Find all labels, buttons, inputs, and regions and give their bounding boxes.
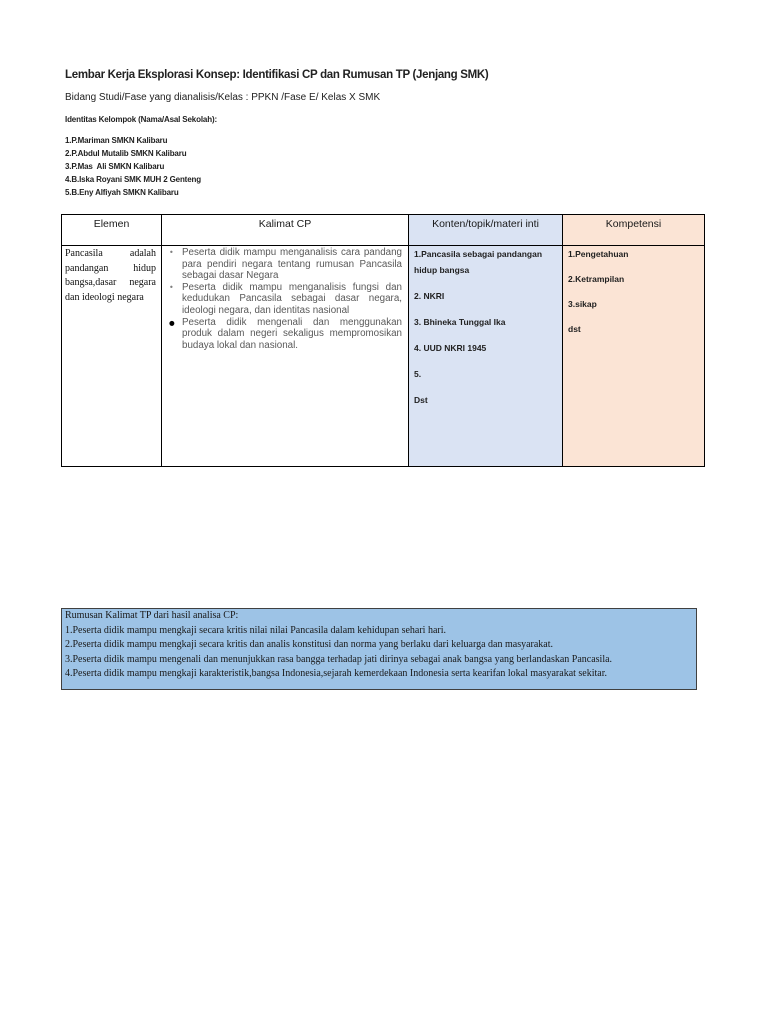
cell-kompetensi [563, 246, 705, 467]
tp-formulation-box [61, 608, 697, 690]
konten-item: 3. Bhineka Tunggal Ika [414, 317, 506, 327]
tp-item: 4.Peserta didik mampu mengkaji karakteristik,bangsa Indonesia,sejarah kemerdekaan Indonesia serta kearifan lokal masyarakat sekitar. [65, 668, 608, 679]
group-member: 2.P.Abdul Mutalib SMKN Kalibaru [65, 149, 187, 158]
group-member: 5.B.Eny Alfiyah SMKN Kalibaru [65, 188, 179, 197]
kalimat-cp-text: Peserta didik mampu menganalisis cara pandang para pendiri negara tentang rumusan Pancasila sebagai dasar Negara [182, 247, 402, 282]
group-member: 3.P.Mas Ali SMKN Kalibaru [65, 162, 165, 171]
tp-item: 1.Peserta didik mampu mengkaji secara kritis nilai nilai Pancasila dalam kehidupan sehari hari. [65, 624, 446, 636]
tp-item: 3.Peserta didik mampu mengenali dan menunjukkan rasa bangga terhadap jati dirinya sebagai anak bangsa yang berlandaskan Pancasila. [65, 653, 613, 665]
kompetensi-item: 3.sikap [568, 299, 597, 309]
group-identity-heading: Identitas Kelompok (Nama/Asal Sekolah): [65, 115, 217, 124]
cell-elemen [62, 246, 162, 467]
konten-item: Dst [414, 395, 428, 405]
kalimat-cp-text: Peserta didik mampu menganalisis fungsi dan kedudukan Pancasila sebagai dasar negara, ideologi negara, dan identitas nasional [182, 281, 402, 316]
header-elemen: Elemen [62, 215, 162, 246]
cp-analysis-table [61, 214, 705, 467]
table-header-row [62, 215, 705, 246]
group-member: 4.B.Iska Royani SMK MUH 2 Genteng [65, 175, 201, 184]
konten-item: 5. [414, 369, 422, 379]
kompetensi-item: 2.Ketrampilan [568, 274, 625, 284]
header-konten: Konten/topik/materi inti [409, 215, 563, 246]
kompetensi-item: dst [568, 324, 581, 334]
cell-konten [409, 246, 563, 467]
tp-item: 2.Peserta didik mampu mengkaji secara kritis dan analis konstitusi dan norma yang berlaku dari keluarga dan masyarakat. [65, 639, 554, 650]
konten-item: 2. NKRI [414, 291, 445, 301]
konten-item: 4. UUD NKRI 1945 [414, 343, 487, 353]
list-item [168, 247, 402, 282]
header-kompetensi: Kompetensi [563, 215, 705, 246]
konten-item: 1.Pancasila sebagai pandangan hidup bangsa [414, 249, 543, 275]
elemen-text: Pancasila adalah pandangan hidup bangsa,dasar negara dan ideologi negara [65, 248, 156, 304]
kompetensi-item: 1.Pengetahuan [568, 249, 629, 259]
table-row [62, 246, 705, 467]
list-item [168, 282, 402, 317]
group-member: 1.P.Mariman SMKN Kalibaru [65, 136, 168, 145]
group-member-list [65, 134, 201, 199]
cell-kalimat-cp [162, 246, 409, 467]
tp-box-heading: Rumusan Kalimat TP dari hasil analisa CP: [65, 610, 239, 621]
list-item [168, 317, 402, 352]
page-title: Lembar Kerja Eksplorasi Konsep: Identifikasi CP dan Rumusan TP (Jenjang SMK) [65, 69, 489, 81]
page-subtitle: Bidang Studi/Fase yang dianalisis/Kelas : PPKN /Fase E/ Kelas X SMK [65, 92, 381, 103]
kalimat-cp-text: Peserta didik mengenali dan menggunakan produk dalam negeri sekaligus mempromosikan budaya lokal dan nasional. [182, 316, 402, 351]
header-kalimat-cp: Kalimat CP [162, 215, 409, 246]
